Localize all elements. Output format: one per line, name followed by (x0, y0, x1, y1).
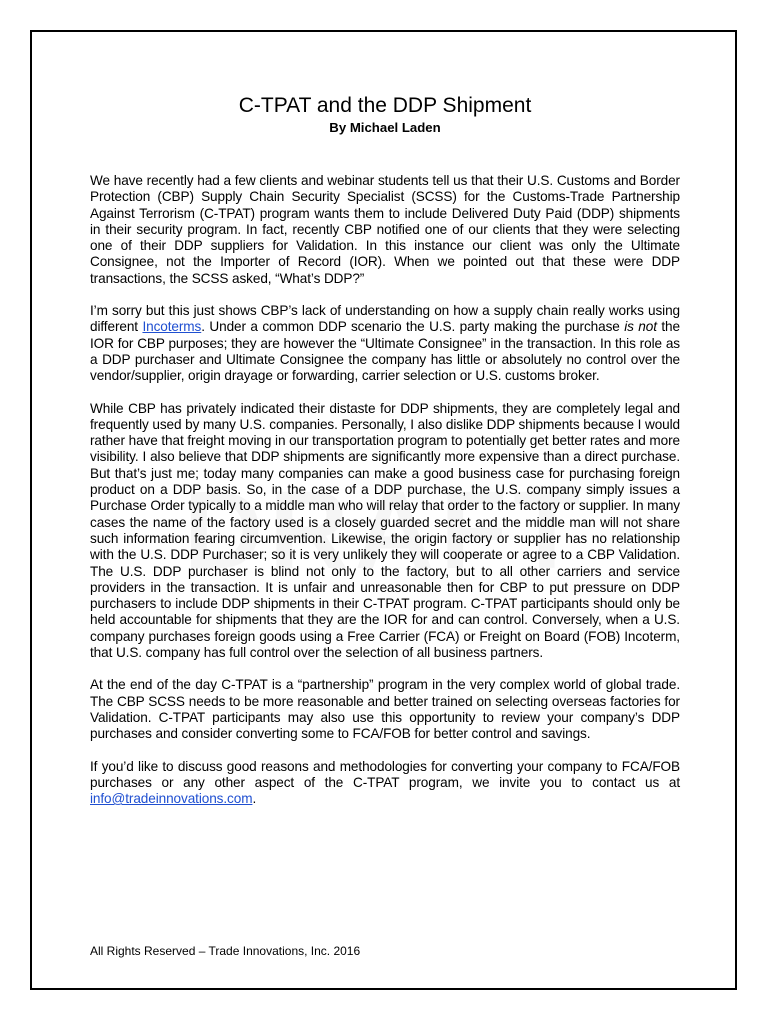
paragraph-5-text-a: If you’d like to discuss good reasons and methodologies for converting your company to FCA/FOB purchases or any other aspect of the C-TPAT program, we invite you to contact us at (90, 758, 680, 790)
paragraph-1: We have recently had a few clients and webinar students tell us that their U.S. Customs and Border Protection (CBP) Supply Chain Security Specialist (SCSS) for the Customs-Trade Partnership Against Terrorism (C-TPAT) program wants them to include Delivered Duty Paid (DDP) shipments in their security program. In fact, recently CBP notified one of our clients that they were selecting one of their DDP suppliers for Validation. In this instance our client was only the Ultimate Consignee, not the Importer of Record (IOR). When we pointed out that these were DDP transactions, the SCSS asked, “What’s DDP?” (90, 173, 680, 286)
incoterms-link[interactable]: Incoterms (142, 319, 202, 335)
paragraph-5 (90, 759, 680, 808)
paragraph-2-emphasis: is not (624, 319, 657, 335)
paragraph-2-text-b: . Under a common DDP scenario the U.S. party making the purchase (201, 319, 625, 335)
paragraph-2-text-c: the IOR for CBP purposes; they are however the “Ultimate Consignee” in the transaction. In this role as a DDP purchaser and Ultimate Consignee the company has little or absolutely no control over the vendor/supplier, origin drayage or forwarding, carrier selection or U.S. customs broker. (90, 319, 680, 384)
byline: By Michael Laden (329, 120, 441, 135)
article (90, 94, 680, 807)
paragraph-2 (90, 303, 680, 384)
page-title: C-TPAT and the DDP Shipment (238, 94, 532, 117)
paragraph-4: At the end of the day C-TPAT is a “partnership” program in the very complex world of global trade. The CBP SCSS needs to be more reasonable and better trained on selecting overseas factories for Validation. C-TPAT participants may also use this opportunity to review your company’s DDP purchases and consider converting some to FCA/FOB for better control and savings. (90, 677, 680, 742)
paragraph-2-text-a: I’m sorry but this just shows CBP’s lack of understanding on how a supply chain really works using different (90, 303, 680, 335)
paragraph-3: While CBP has privately indicated their distaste for DDP shipments, they are completely legal and frequently used by many U.S. companies. Personally, I also dislike DDP shipments because I would rather have that freight moving in our transportation program to potentially get better rates and more visibility. I also believe that DDP shipments are significantly more expensive than a direct purchase. But that’s just me; today many companies can make a good business case for purchasing foreign product on a DDP basis. So, in the case of a DDP purchase, the U.S. company simply issues a Purchase Order typically to a middle man who will relay that order to the factory or supplier. In many cases the name of the factory used is a closely guarded secret and the middle man will not share such information fearing circumvention. Likewise, the origin factory or supplier has no relationship with the U.S. DDP Purchaser; so it is very unlikely they will cooperate or agree to a CBP Validation. The U.S. DDP purchaser is blind not only to the factory, but to all other carriers and service providers in the transaction. It is unfair and unreasonable then for CBP to put pressure on DDP purchasers to include DDP shipments in their C-TPAT program. C-TPAT participants should only be held accountable for shipments that they are the IOR for and can control. Conversely, when a U.S. company purchases foreign goods using a Free Carrier (FCA) or Freight on Board (FOB) Incoterm, that U.S. company has full control over the selection of all business partners. (90, 400, 680, 661)
email-link[interactable]: info@tradeinnovations.com (90, 791, 253, 807)
paragraph-5-text-b: . (252, 791, 257, 807)
footer-copyright: All Rights Reserved – Trade Innovations, Inc. 2016 (90, 944, 361, 958)
